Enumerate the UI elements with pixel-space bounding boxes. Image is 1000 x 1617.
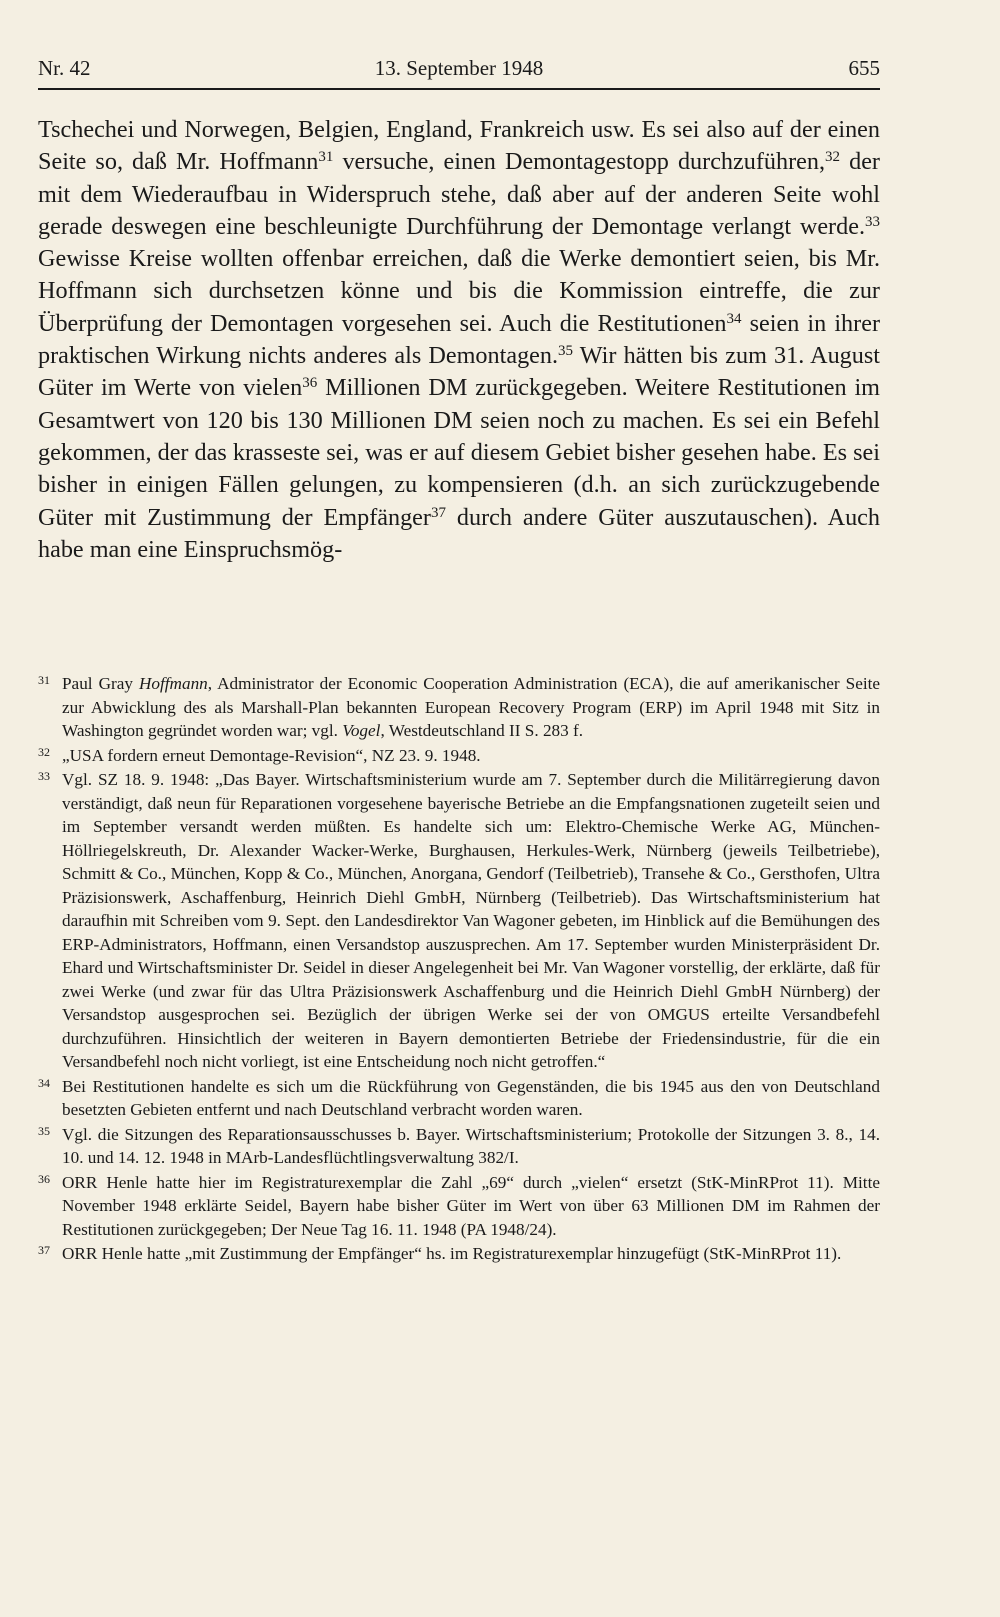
body-text: seien in ihrer praktischen Wirkung nichts anderes als Demontagen.	[38, 309, 880, 370]
footnote-number: 31	[38, 673, 50, 687]
footnote-marker: 32	[825, 149, 841, 166]
footnote-35	[38, 1123, 880, 1170]
body-text: Wir hätten bis zum 31. August Güter im Werte von vielen	[38, 342, 880, 402]
body-text: Millionen DM zurückgegeben. Weitere Restitutionen im Gesamtwert von 120 bis 130 Millionen DM seien noch zu machen. Es sei ein Befehl gekommen, der das krasseste sei, was er auf diesem Gebiet bisher gesehen habe. Es sei bisher in einigen Fällen gelungen, zu kompensieren (d.h. an sich zurückzugebende Güter mit Zustimmung der Empfänger	[38, 374, 881, 531]
page-number: 655	[848, 56, 880, 80]
footnote-31	[38, 672, 880, 743]
footnote-author: Vogel	[342, 721, 381, 740]
footnote-marker: 34	[726, 310, 742, 327]
footnote-text: „USA fordern erneut Demontage-Revision“, NZ 23. 9. 1948.	[62, 745, 481, 765]
footnote-marker: 35	[558, 342, 574, 359]
footnote-32	[38, 744, 880, 768]
footnote-number: 34	[38, 1075, 50, 1090]
footnotes	[38, 672, 880, 1267]
footnote-text: Vgl. SZ 18. 9. 1948: „Das Bayer. Wirtschaftsministerium wurde am 7. September durch die Militärregierung davon verständigt, daß neun für Reparationen vorgesehene bayerische Betriebe an die Empfangsnationen zugeteilt seien und im September versandt werden müßten. Es handelte sich um: Elektro-Chemische Werke AG, München-Höllriegelskreuth, Dr. Alexander Wacker-Werke, Burghausen, Herkules-Werk, Nürnberg (jeweils Teilbetriebe), Schmitt & Co., München, Kopp & Co., München, Anorgana, Gendorf (Teilbetrieb), Transehe & Co., Gersthofen, Ultra Präzisionswerk, Aschaffenburg, Heinrich Diehl GmbH, Nürnberg (Teilbetrieb). Das Wirtschaftsministerium hat daraufhin mit Schreiben vom 9. Sept. den Landesdirektor Van Wagoner gebeten, im Hinblick auf die Bemühungen des ERP-Administrators, Hoffmann, einen Versandstop auszusprechen. Am 17. September wurden Ministerpräsident Dr. Ehard und Wirtschaftsminister Dr. Seidel in dieser Angelegenheit bei Mr. Van Wagoner vorstellig, der erklärte, daß für zwei Werke (und zwar für das Ultra Präzisionswerk Aschaffenburg und die Heinrich Diehl GmbH Nürnberg) der Versandstop ausgesprochen sei. Bezüglich der übrigen Werke sei der von OMGUS erteilte Versandbefehl durchzuführen. Hinsichtlich der weiteren in Bayern demontierten Betriebe der Friedensindustrie, für die ein Versandbefehl noch nicht vorliegt, ist eine Entscheidung noch nicht getroffen.“	[62, 770, 880, 1071]
footnote-33	[38, 768, 880, 1074]
document-date: 13. September 1948	[374, 56, 544, 80]
document-number: Nr. 42	[38, 56, 91, 80]
body-text: Gewisse Kreise wollten offenbar erreichen, daß die Werke demontiert seien, bis Mr. Hoffmann sich durchsetzen könne und bis die Kommission eintreffe, die zur Überprüfung der Demontagen vorgesehen sei. Auch die Restitutionen	[38, 245, 880, 337]
footnote-text: ORR Henle hatte hier im Registraturexemplar die Zahl „69“ durch „vielen“ ersetzt (StK-MinRProt 11). Mitte November 1948 erklärte Seidel, Bayern habe bisher Güter im Wert von über 63 Millionen DM im Rahmen der Restitutionen zurückgegeben; Der Neue Tag 16. 11. 1948 (PA 1948/24).	[62, 1172, 880, 1239]
footnote-text: Vgl. die Sitzungen des Reparationsausschusses b. Bayer. Wirtschaftsministerium; Protokolle der Sitzungen 3. 8., 14. 10. und 14. 12. 1948 in MArb-Landesflüchtlingsverwaltung 382/I.	[62, 1124, 880, 1167]
footnote-37	[38, 1242, 880, 1266]
footnote-marker: 36	[302, 375, 318, 392]
footnote-34	[38, 1075, 880, 1122]
body-paragraph	[38, 114, 880, 566]
body-text: Tschechei und Norwegen, Belgien, England, Frankreich usw. Es sei also auf der einen Seite so, daß Mr. Hoffmann	[38, 116, 880, 176]
footnote-text: , Westdeutschland II S. 283 f.	[380, 721, 584, 740]
footnote-number: 37	[38, 1243, 50, 1257]
footnote-author: Hoffmann	[139, 674, 208, 693]
footnote-text: ORR Henle hatte „mit Zustimmung der Empfänger“ hs. im Registraturexemplar hinzugefügt (StK-MinRProt 11).	[62, 1244, 842, 1263]
footnote-number: 32	[38, 744, 50, 759]
body-text: der mit dem Wiederaufbau in Widerspruch stehe, daß aber auf der anderen Seite wohl gerade deswegen eine beschleunigte Durchführung der Demontage verlangt werde.	[38, 148, 880, 240]
body-text: durch andere Güter auszutauschen). Auch habe man eine Einspruchsmög-	[38, 503, 880, 563]
footnote-number: 36	[38, 1171, 50, 1186]
footnote-marker: 33	[865, 213, 880, 230]
main-text	[38, 114, 880, 566]
footnote-text: Bei Restitutionen handelte es sich um die Rückführung von Gegenständen, die bis 1945 aus den von Deutschland besetzten Gebieten entfernt und nach Deutschland verbracht worden waren.	[62, 1076, 880, 1119]
footnote-number: 33	[38, 769, 50, 783]
body-text: versuche, einen Demontagestopp durchzuführen,	[333, 148, 826, 176]
footnote-marker: 37	[430, 504, 446, 521]
footnote-text: Paul Gray	[62, 674, 139, 693]
running-header	[38, 54, 880, 90]
footnote-marker: 31	[318, 149, 334, 166]
footnote-number: 35	[38, 1123, 50, 1138]
footnote-text: , Administrator der Economic Cooperation Administration (ECA), die auf amerikanischer Seite zur Abwicklung des als Marshall-Plan bekannten European Recovery Program (ERP) im April 1948 mit Sitz in Washington gegründet worden war; vgl.	[62, 674, 881, 740]
footnote-36	[38, 1171, 880, 1242]
